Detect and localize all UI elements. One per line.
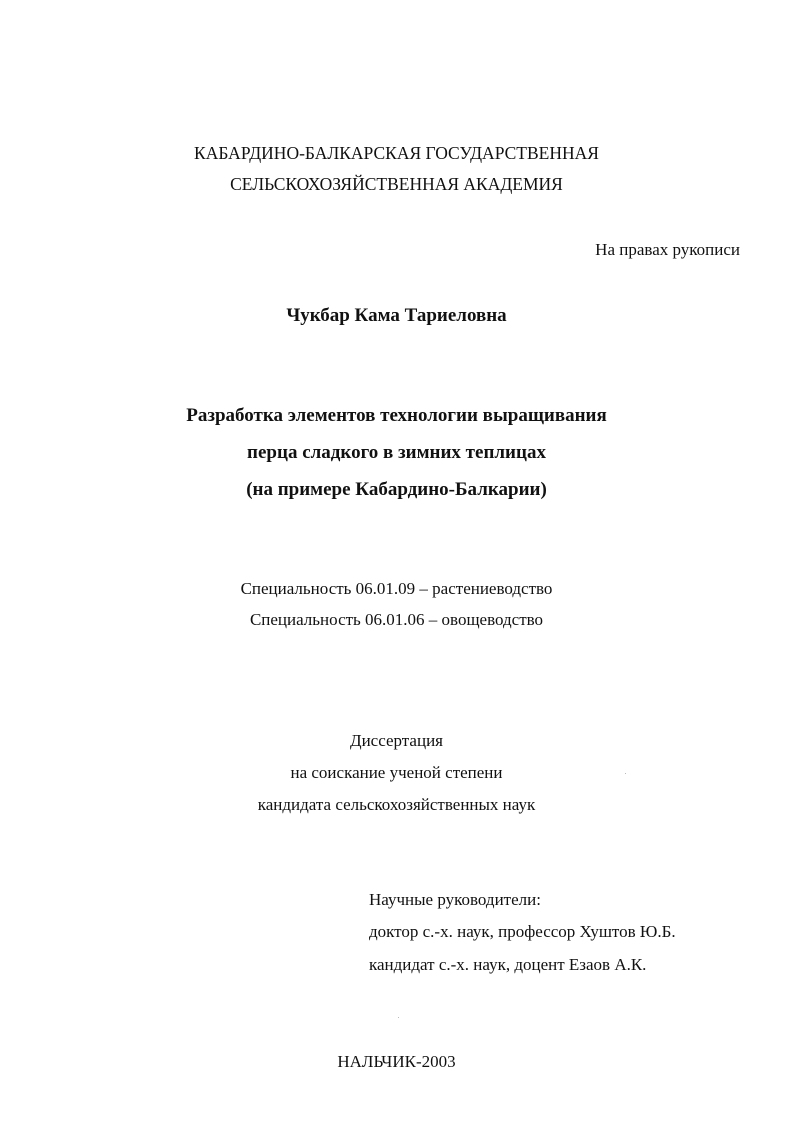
scan-speck <box>398 1017 399 1018</box>
dissertation-type-line-3: кандидата сельскохозяйственных наук <box>257 795 536 814</box>
dissertation-type-line-1: Диссертация <box>349 731 443 750</box>
supervisor-2: кандидат с.-х. наук, доцент Езаов А.К. <box>369 955 647 974</box>
dissertation-title-line-2: перца сладкого в зимних теплицах <box>247 442 546 463</box>
rights-note: На правах рукописи <box>595 240 740 259</box>
institution-line-2: СЕЛЬСКОХОЗЯЙСТВЕННАЯ АКАДЕМИЯ <box>230 174 563 194</box>
specialty-line-1: Специальность 06.01.09 – растениеводство <box>240 579 553 598</box>
supervisors-heading: Научные руководители: <box>369 890 541 909</box>
dissertation-title-line-3: (на примере Кабардино-Балкарии) <box>246 479 547 500</box>
author-name: Чукбар Кама Тариеловна <box>286 305 507 326</box>
dissertation-title-line-1: Разработка элементов технологии выращивания <box>186 405 607 426</box>
city-year: НАЛЬЧИК-2003 <box>337 1052 456 1071</box>
supervisor-1: доктор с.-х. наук, профессор Хуштов Ю.Б. <box>369 922 676 941</box>
specialty-line-2: Специальность 06.01.06 – овощеводство <box>249 610 544 629</box>
institution-line-1: КАБАРДИНО-БАЛКАРСКАЯ ГОСУДАРСТВЕННАЯ <box>194 143 599 163</box>
dissertation-type-line-2: на соискание ученой степени <box>290 763 503 782</box>
scan-speck <box>625 773 626 774</box>
